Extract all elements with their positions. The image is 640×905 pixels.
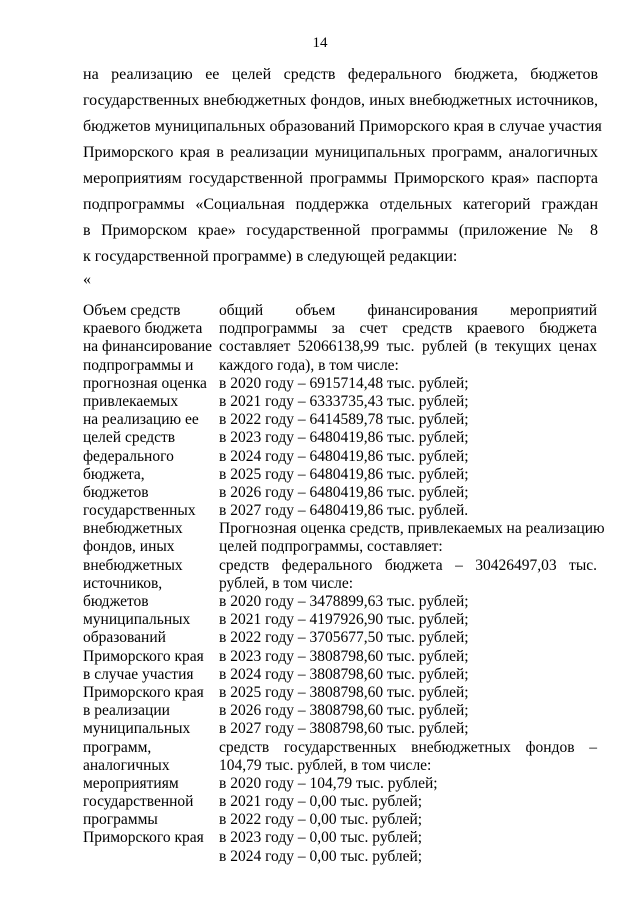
content-line: средств федерального бюджета – 30426497,03 тыс.: [219, 556, 597, 574]
label-line: фондов, иных: [83, 538, 175, 556]
intro-line: на реализацию ее целей средств федерального бюджета, бюджетов: [83, 66, 598, 83]
label-line: в реализации: [83, 702, 170, 720]
label-line: бюджета,: [83, 465, 145, 483]
content-line: в 2022 году – 3705677,50 тыс. рублей;: [219, 629, 469, 647]
intro-line: к государственной программе) в следующей редакции:: [83, 248, 458, 265]
label-line: бюджетов: [83, 593, 149, 610]
label-line: Приморского края: [83, 647, 204, 665]
content-line: подпрограммы за счет средств краевого бюджета: [219, 320, 597, 338]
content-line: в 2020 году – 6915714,48 тыс. рублей;: [219, 374, 469, 392]
content-line: в 2027 году – 3808798,60 тыс. рублей;: [219, 720, 469, 738]
content-line: средств государственных внебюджетных фондов –: [219, 738, 597, 756]
label-line: федерального: [83, 447, 174, 465]
label-line: муниципальных: [83, 611, 191, 629]
label-line: программ,: [83, 738, 152, 756]
content-line: в 2020 году – 3478899,63 тыс. рублей;: [219, 593, 469, 610]
content-line: 104,79 тыс. рублей, в том числе:: [219, 756, 432, 774]
content-line: в 2026 году – 6480419,86 тыс. рублей;: [219, 483, 469, 501]
content-line: в 2022 году – 0,00 тыс. рублей;: [219, 811, 423, 829]
content-line: в 2021 году – 6333735,43 тыс. рублей;: [219, 392, 469, 410]
page-number: 14: [312, 35, 328, 51]
label-line: на финансирование: [83, 338, 212, 356]
label-line: государственной: [83, 793, 194, 811]
content-line: в 2020 году – 104,79 тыс. рублей;: [219, 774, 438, 792]
label-line: мероприятиям: [83, 774, 179, 792]
content-line: в 2023 году – 3808798,60 тыс. рублей;: [219, 647, 469, 665]
label-line: муниципальных: [83, 720, 191, 738]
intro-line: в Приморском крае» государственной программы (приложение № 8: [83, 222, 598, 239]
intro-paragraph: [83, 62, 602, 270]
label-line: в случае участия: [83, 665, 194, 683]
label-line: программы: [83, 811, 158, 829]
label-line: внебюджетных: [83, 520, 183, 538]
content-line: целей подпрограммы, составляет:: [219, 538, 443, 556]
intro-line: Приморского края в реализации муниципальных программ, аналогичных: [83, 144, 598, 161]
content-line: каждого года), в том числе:: [219, 356, 399, 374]
label-line: Объем средств: [83, 302, 181, 319]
opening-quote-mark: «: [83, 271, 91, 288]
label-line: Приморского края: [83, 683, 204, 701]
content-line: рублей, в том числе:: [219, 574, 354, 592]
content-line: в 2025 году – 3808798,60 тыс. рублей;: [219, 683, 469, 701]
label-line: на реализацию ее: [83, 411, 199, 429]
intro-line: государственных внебюджетных фондов, иных внебюджетных источников,: [83, 92, 598, 109]
content-line: Прогнозная оценка средств, привлекаемых на реализацию: [219, 520, 605, 538]
label-line: образований: [83, 629, 166, 647]
label-line: Приморского края: [83, 829, 204, 847]
label-line: бюджетов: [83, 483, 149, 501]
content-line: в 2024 году – 0,00 тыс. рублей;: [219, 847, 423, 865]
content-line: в 2023 году – 6480419,86 тыс. рублей;: [219, 429, 469, 447]
content-line: в 2021 году – 4197926,90 тыс. рублей;: [219, 611, 469, 629]
label-line: целей средств: [83, 429, 176, 447]
passport-row-label: [83, 302, 213, 848]
content-line: в 2022 году – 6414589,78 тыс. рублей;: [219, 411, 469, 429]
content-line: в 2024 году – 3808798,60 тыс. рублей;: [219, 665, 469, 683]
content-line: составляет 52066138,99 тыс. рублей (в текущих ценах: [219, 338, 597, 356]
label-line: прогнозная оценка: [83, 374, 207, 392]
content-line: в 2026 году – 3808798,60 тыс. рублей;: [219, 702, 469, 720]
passport-row-content: [219, 302, 605, 866]
label-line: подпрограммы и: [83, 356, 194, 374]
label-line: внебюджетных: [83, 556, 183, 574]
intro-line: мероприятиям государственной программы Приморского края» паспорта: [83, 170, 598, 187]
label-line: аналогичных: [83, 756, 170, 774]
content-line: в 2021 году – 0,00 тыс. рублей;: [219, 793, 423, 811]
content-line: общий объем финансирования мероприятий: [219, 302, 597, 319]
intro-line: бюджетов муниципальных образований Приморского края в случае участия: [83, 118, 602, 135]
intro-line: подпрограммы «Социальная поддержка отдельных категорий граждан: [83, 196, 598, 213]
label-line: источников,: [83, 574, 163, 592]
content-line: в 2027 году – 6480419,86 тыс. рублей.: [219, 502, 469, 520]
label-line: краевого бюджета: [83, 320, 203, 338]
content-line: в 2023 году – 0,00 тыс. рублей;: [219, 829, 423, 847]
content-line: в 2025 году – 6480419,86 тыс. рублей;: [219, 465, 469, 483]
content-line: в 2024 году – 6480419,86 тыс. рублей;: [219, 447, 469, 465]
label-line: привлекаемых: [83, 392, 179, 410]
label-line: государственных: [83, 502, 196, 520]
